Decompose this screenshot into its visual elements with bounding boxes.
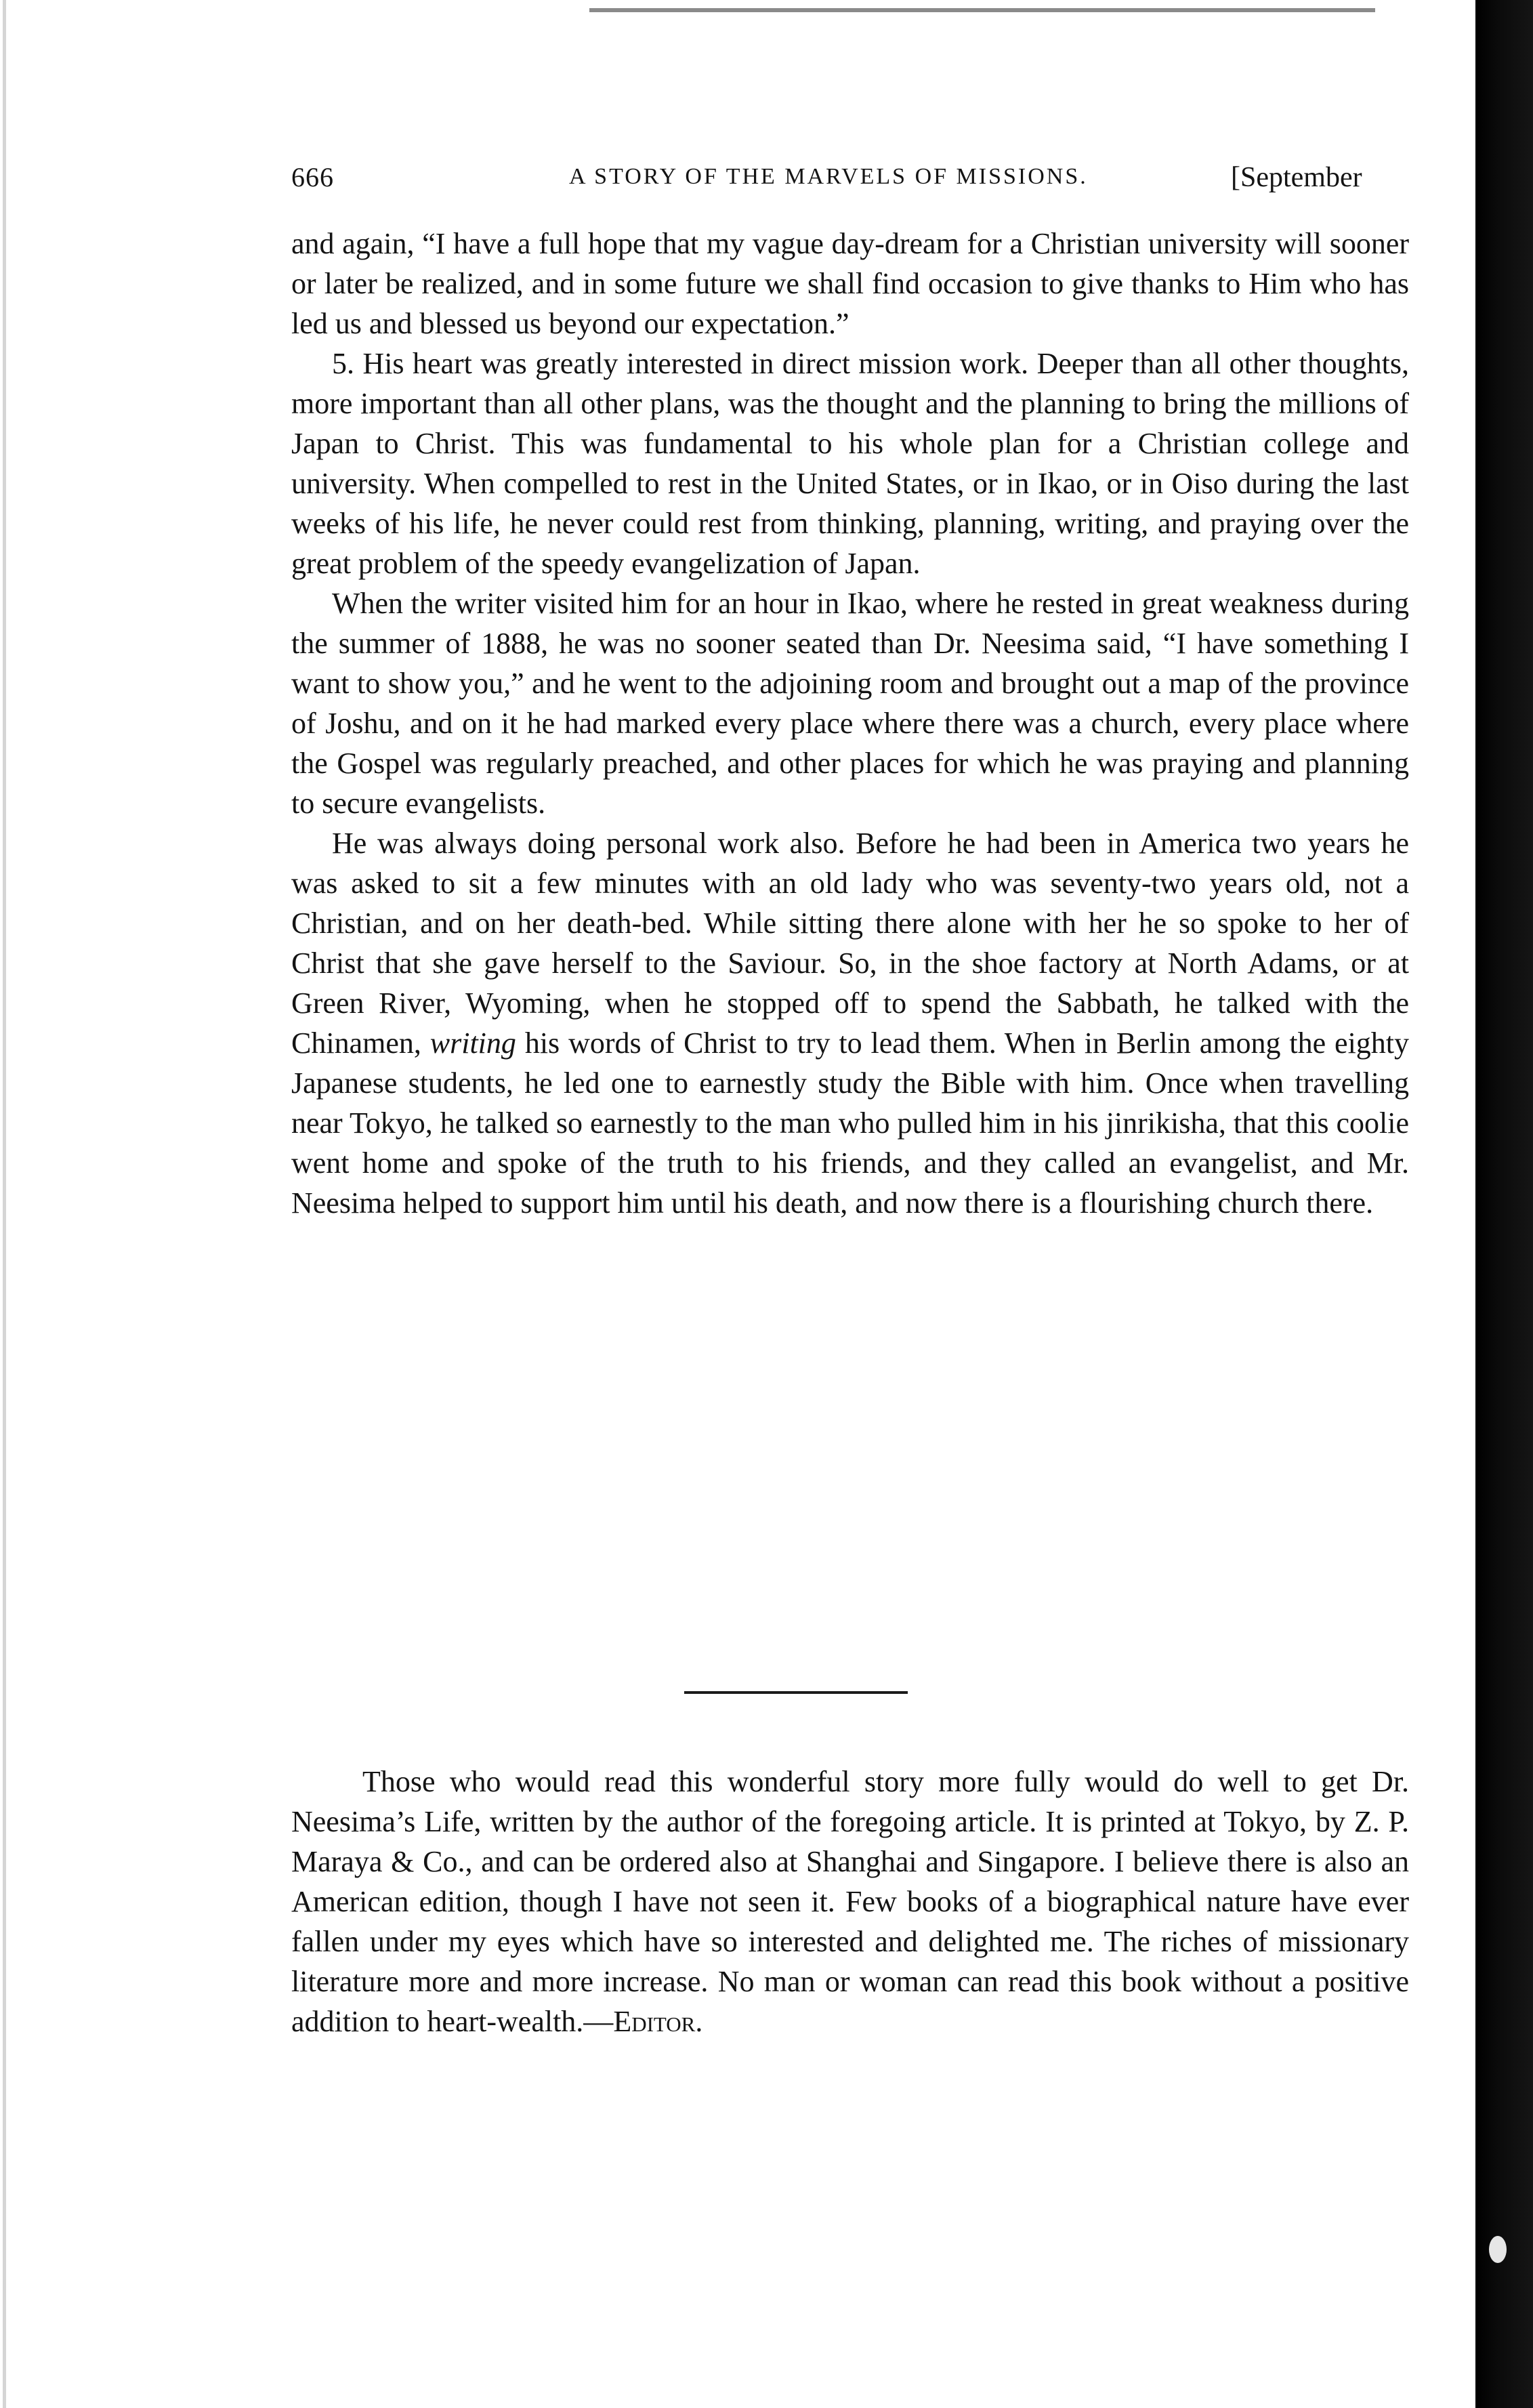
running-month: [September xyxy=(1231,162,1362,193)
paragraph-4-emphasis: writing xyxy=(429,1026,516,1060)
paragraph-4-part-2: his words of Christ to try to lead them. When in Berlin among the eighty Japanese students, he led one to earnestly study the Bible with him. Once when travelling near Tokyo, he talked so earnestly to the man who pulled him in his jinrikisha, that this coolie went home and spoke of the truth to his friends, and they called an evangelist, and Mr. Neesima helped to support him until his death, and now there is a flourishing church there. xyxy=(291,1026,1410,1220)
paragraph-3: When the writer visited him for an hour in Ikao, where he rested in great weakness during the summer of 1888, he was no sooner seated than Dr. Neesima said, “I have something I want to show you,” and he went to the adjoining room and brought out a map of the province of Joshu, and on it he had marked every place where there was a church, every place where the Gospel was regularly preached, and other places for which he was praying and planning to secure evangelists. xyxy=(291,587,1409,820)
editor-note-text: Those who would read this wonderful story more fully would do well to get Dr. Neesima’s Life, written by the author of the foregoing article. It is printed at Tokyo, by Z. P. Maraya & Co., and can be ordered also at Shanghai and Singapore. I believe there is also an American edition, though I have not seen it. Few books of a biographical nature have ever fallen under my eyes which have so interested and delighted me. The riches of missionary literature more and more increase. No man or woman can read this book without a positive addition to heart-wealth.— xyxy=(291,1765,1409,2038)
page-number: 666 xyxy=(291,162,334,192)
section-divider xyxy=(684,1691,908,1694)
scan-edge-mark xyxy=(3,0,6,2408)
editor-note-paragraph xyxy=(291,1762,1409,2041)
page-header xyxy=(291,161,1409,202)
paragraph-4 xyxy=(291,823,1409,1223)
paragraph-4-part-1: He was always doing personal work also. Before he had been in America two years he was asked to sit a few minutes with an old lady who was seventy-two years old, not a Christian, and on her death-bed. While sitting there alone with her he so spoke to her of Christ that she gave herself to the Saviour. So, in the shoe factory at North Adams, or at Green River, Wyoming, when he stopped off to spend the Sabbath, he talked with the Chinamen, xyxy=(291,827,1409,1060)
book-binding-edge xyxy=(1475,0,1533,2408)
paragraph-2: 5. His heart was greatly interested in direct mission work. Deeper than all other thoughts, more important than all other plans, was the thought and the planning to bring the millions of Japan to Christ. This was fundamental to his whole plan for a Christian college and university. When compelled to rest in the United States, or in Ikao, or in Oiso during the last weeks of his life, he never could rest from thinking, planning, writing, and praying over the great problem of the speedy evangelization of Japan. xyxy=(291,347,1409,580)
article-body xyxy=(291,224,1409,1223)
scan-top-mark xyxy=(589,8,1375,12)
binding-hole xyxy=(1489,2236,1507,2263)
editor-note xyxy=(291,1762,1409,2041)
editor-signature: Editor. xyxy=(613,2005,703,2038)
running-title: A STORY OF THE MARVELS OF MISSIONS. xyxy=(569,164,1088,189)
paragraph-1: and again, “I have a full hope that my vague day-dream for a Christian university will sooner or later be realized, and in some future we shall find occasion to give thanks to Him who has led us and blessed us beyond our expectation.” xyxy=(291,227,1409,340)
